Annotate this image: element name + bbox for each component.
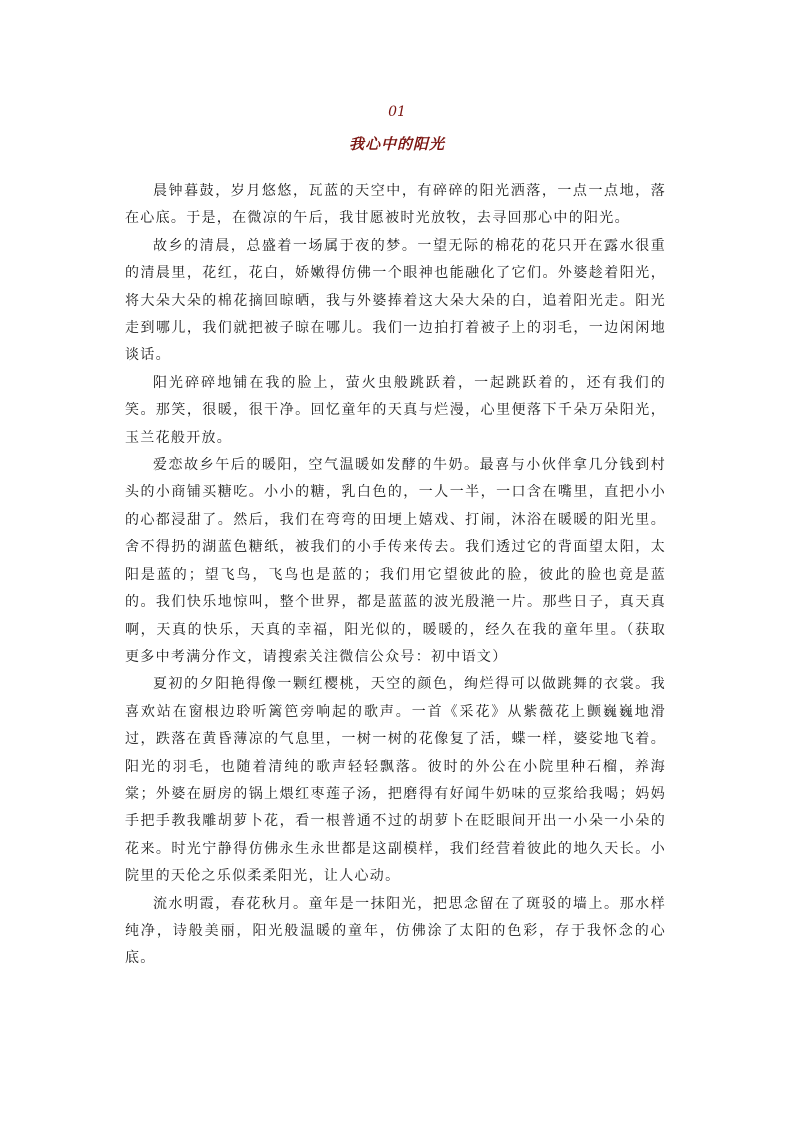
article-body: [125, 178, 666, 973]
paragraph: 流水明霞，春花秋月。童年是一抹阳光，把思念留在了斑驳的墙上。那水样纯净，诗般美丽，阳光般温暖的童年，仿佛涂了太阳的色彩，存于我怀念的心底。: [125, 895, 666, 967]
chapter-number: 01: [388, 104, 406, 120]
paragraph: 晨钟暮鼓，岁月悠悠，瓦蓝的天空中，有碎碎的阳光洒落，一点一点地，落在心底。于是，在微凉的午后，我甘愿被时光放牧，去寻回那心中的阳光。: [125, 183, 666, 227]
paragraph: 故乡的清晨，总盛着一场属于夜的梦。一望无际的棉花的花只开在露水很重的清晨里，花红，花白，娇嫩得仿佛一个眼神也能融化了它们。外婆趁着阳光，将大朵大朵的棉花摘回晾晒，我与外婆捧着这大朵大朵的白，追着阳光走。阳光走到哪儿，我们就把被子晾在哪儿。我们一边拍打着被子上的羽毛，一边闲闲地谈话。: [125, 237, 666, 364]
paragraph: 夏初的夕阳艳得像一颗红樱桃，天空的颜色，绚烂得可以做跳舞的衣裳。我喜欢站在窗根边聆听篱笆旁响起的歌声。一首《采花》从紫薇花上颤巍巍地滑过，跌落在黄昏薄凉的气息里，一树一树的花像复了活，蝶一样，婆娑地飞着。阳光的羽毛，也随着清纯的歌声轻轻飘落。彼时的外公在小院里种石榴，养海棠；外婆在厨房的锅上煨红枣莲子汤，把磨得有好闻牛奶味的豆浆给我喝；妈妈手把手教我雕胡萝卜花，看一根普通不过的胡萝卜在眨眼间开出一小朵一小朵的花来。时光宁静得仿佛永生永世都是这副模样，我们经营着彼此的地久天长。小院里的天伦之乐似柔柔阳光，让人心动。: [125, 676, 666, 885]
page-title: 我心中的阳光: [348, 135, 445, 153]
paragraph: 爱恋故乡午后的暖阳，空气温暖如发酵的牛奶。最喜与小伙伴拿几分钱到村头的小商铺买糖吃。小小的糖，乳白色的，一人一半，一口含在嘴里，直把小小的心都浸甜了。然后，我们在弯弯的田埂上嬉戏、打闹，沐浴在暖暖的阳光里。舍不得扔的湖蓝色糖纸，被我们的小手传来传去。我们透过它的背面望太阳，太阳是蓝的；望飞鸟，飞鸟也是蓝的；我们用它望彼此的脸，彼此的脸也竟是蓝的。我们快乐地惊叫，整个世界，都是蓝蓝的波光殷滟一片。那些日子，真天真啊，天真的快乐，天真的幸福，阳光似的，暖暖的，经久在我的童年里。（获取更多中考满分作文，请搜索关注微信公众号：初中语文）: [125, 457, 666, 665]
paragraph: 阳光碎碎地铺在我的脸上，萤火虫般跳跃着，一起跳跃着的，还有我们的笑。那笑，很暖，很干净。回忆童年的天真与烂漫，心里便落下千朵万朵阳光，玉兰花般开放。: [125, 374, 666, 446]
